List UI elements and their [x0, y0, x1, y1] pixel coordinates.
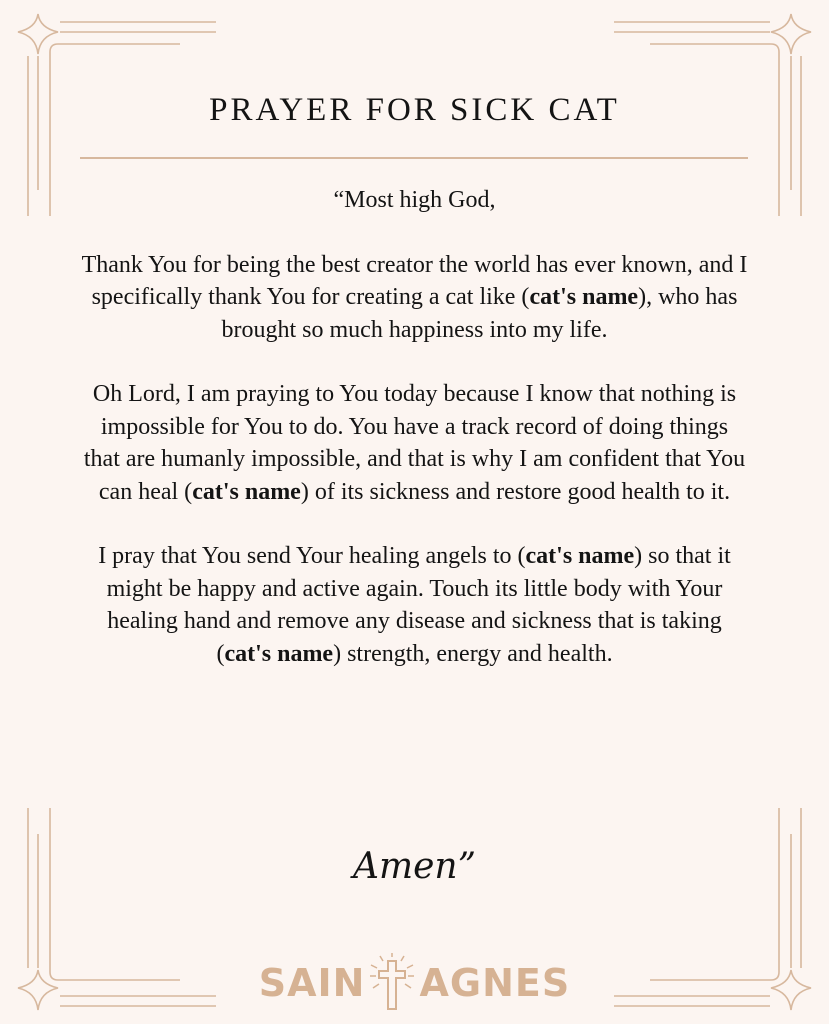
cat-name-placeholder: cat's name [192, 478, 301, 505]
logo-text-right: AGNES [419, 961, 571, 1005]
paragraph-text: ), who has brought so much happiness into my life. [221, 284, 738, 343]
paragraph-text: ) strength, energy and health. [333, 640, 613, 667]
logo-text-left: SAIN [258, 961, 366, 1005]
prayer-paragraphs [80, 249, 749, 671]
prayer-body [80, 184, 749, 702]
cat-name-placeholder: cat's name [224, 640, 334, 667]
paragraph-text: ) of its sickness and restore good health to it. [300, 478, 731, 505]
saint-agnes-logo [0, 953, 829, 1013]
top-right-star-ornament [771, 14, 811, 54]
page-title: PRAYER FOR SICK CAT [209, 92, 620, 128]
cross-with-rays-icon [369, 953, 415, 1013]
closing-amen: Amen” [352, 846, 477, 887]
prayer-paragraph [80, 540, 749, 670]
paragraph-text: Thank You for being the best creator the world has ever known, and I specifically thank You for creating a cat like ( [81, 251, 748, 310]
paragraph-text: Oh Lord, I am praying to You today because I know that nothing is impossible for You to do. You have a track record of doing things that are humanly impossible, and that is why I am confident that You can heal ( [83, 381, 746, 505]
paragraph-text: I pray that You send Your healing angels to ( [98, 543, 526, 569]
cat-name-placeholder: cat's name [525, 543, 635, 569]
cat-name-placeholder: cat's name [529, 284, 639, 310]
top-left-star-ornament [18, 14, 58, 54]
prayer-paragraph [80, 249, 749, 347]
greeting: “Most high God, [333, 187, 496, 213]
prayer-paragraph [80, 378, 749, 508]
title-divider [80, 157, 748, 159]
paragraph-text: ) so that it might be happy and active again. Touch its little body with Your healing hand and remove any disease and sickness that is taking ( [106, 543, 731, 667]
